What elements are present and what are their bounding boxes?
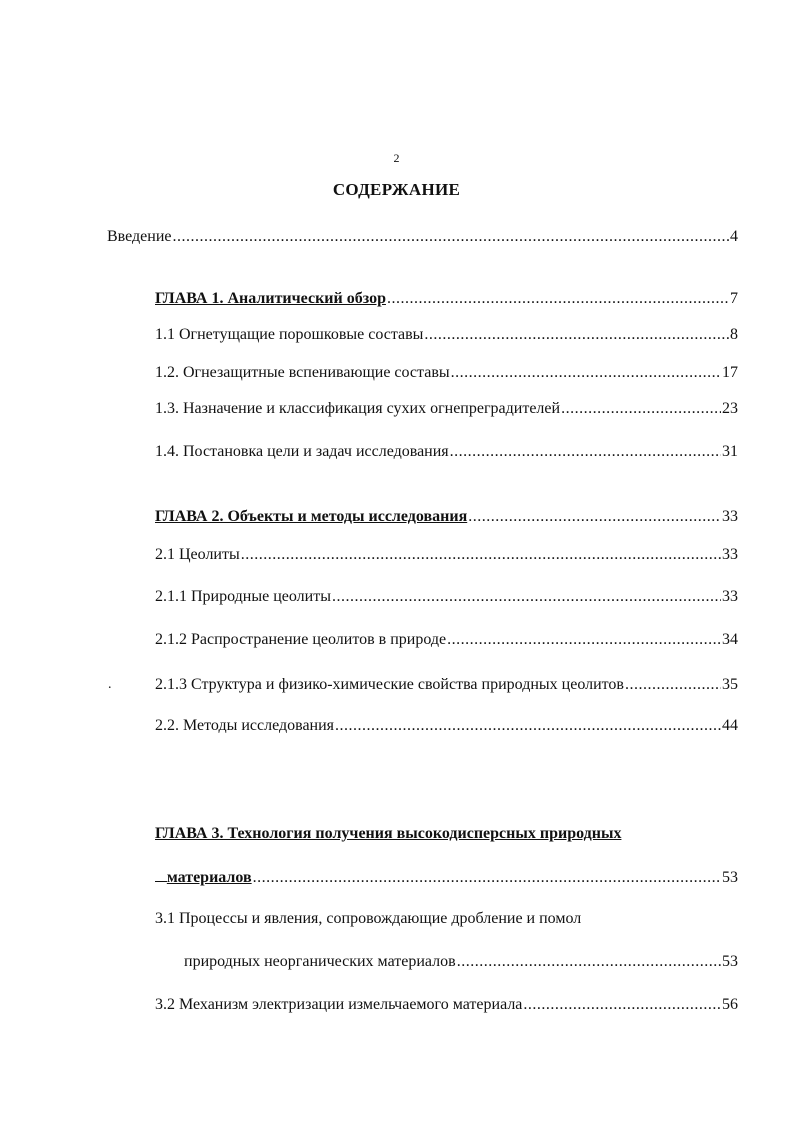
toc-entry-page: 33: [722, 508, 738, 525]
toc-leader-dots: [447, 630, 721, 650]
toc-entry-chapter-3: [155, 867, 738, 888]
toc-leader-dots: [625, 675, 721, 695]
toc-entry-label: 2.1.2 Распространение цеолитов в природе: [155, 631, 447, 648]
toc-entry-introduction: [107, 227, 738, 247]
toc-entry-page: 56: [722, 996, 738, 1013]
toc-entry-page: 4: [730, 228, 738, 245]
toc-chapter-label: ГЛАВА 1. Аналитический обзор: [155, 290, 386, 307]
toc-leader-dots: [450, 442, 721, 462]
stray-mark: .: [108, 677, 112, 692]
toc-chapter-3-line-1: ГЛАВА 3. Технология получения высокодисперсных природных: [155, 825, 622, 842]
toc-entry-label: 2.1.3 Структура и физико-химические свойства природных цеолитов: [155, 676, 624, 693]
toc-entry-label: 3.2 Механизм электризации измельчаемого материала: [155, 996, 523, 1013]
toc-entry-label: 1.1 Огнетущащие порошковые составы: [155, 326, 424, 343]
toc-leader-dots: [332, 587, 721, 607]
toc-entry-1-4: [155, 442, 738, 462]
toc-entry-3-1-line-1: 3.1 Процессы и явления, сопровождающие дробление и помол: [155, 910, 582, 927]
toc-leader-dots: [561, 399, 721, 419]
toc-entry-label: природных неорганических материалов: [184, 953, 456, 970]
toc-entry-page: 53: [722, 953, 738, 970]
toc-entry-2-1-1: [155, 587, 738, 607]
toc-leader-dots: [424, 325, 729, 345]
toc-entry-label: 1.2. Огнезащитные вспенивающие составы: [155, 364, 450, 381]
toc-entry-chapter-1: [155, 289, 738, 309]
toc-entry-3-1: [184, 952, 738, 972]
toc-entry-label: Введение: [107, 228, 172, 245]
document-title: СОДЕРЖАНИЕ: [332, 180, 461, 199]
toc-entry-1-1: [155, 325, 738, 345]
toc-entry-page: 33: [722, 546, 738, 563]
toc-leader-dots: [468, 507, 721, 527]
toc-entry-page: 35: [722, 676, 738, 693]
toc-entry-1-2: [155, 363, 738, 383]
toc-entry-label: 2.2. Методы исследования: [155, 717, 335, 734]
toc-entry-page: 31: [722, 443, 738, 460]
toc-entry-page: 7: [730, 290, 738, 307]
toc-leader-dots: [253, 868, 721, 888]
toc-entry-2-1-3: [155, 675, 738, 695]
toc-entry-3-2: [155, 995, 738, 1015]
toc-entry-label: 1.4. Постановка цели и задач исследования: [155, 443, 449, 460]
toc-entry-page: 17: [722, 364, 738, 381]
toc-entry-page: 53: [722, 869, 738, 886]
toc-entry-label: 2.1.1 Природные цеолиты: [155, 588, 331, 605]
toc-entry-chapter-2: [155, 507, 738, 527]
toc-leader-dots: [457, 952, 721, 972]
toc-leader-dots: [451, 363, 721, 383]
toc-leader-dots: [335, 716, 721, 736]
toc-entry-page: 33: [722, 588, 738, 605]
toc-entry-2-2: [155, 716, 738, 736]
toc-entry-label: 2.1 Цеолиты: [155, 546, 240, 563]
toc-entry-2-1: [155, 545, 738, 565]
toc-leader-dots: [387, 289, 729, 309]
chapter-indent-underline: [155, 867, 167, 882]
toc-entry-page: 44: [722, 717, 738, 734]
toc-leader-dots: [241, 545, 721, 565]
toc-entry-2-1-2: [155, 630, 738, 650]
toc-chapter-label: ГЛАВА 2. Объекты и методы исследования: [155, 508, 468, 525]
toc-entry-page: 34: [722, 631, 738, 648]
toc-entry-page: 23: [722, 400, 738, 417]
toc-entry-1-3: [155, 399, 738, 419]
toc-chapter-label: материалов: [166, 869, 252, 886]
toc-leader-dots: [523, 995, 721, 1015]
toc-entry-page: 8: [730, 326, 738, 343]
toc-entry-label: 1.3. Назначение и классификация сухих огнепреградителей: [155, 400, 561, 417]
page-number: 2: [393, 151, 400, 165]
toc-leader-dots: [173, 227, 730, 247]
